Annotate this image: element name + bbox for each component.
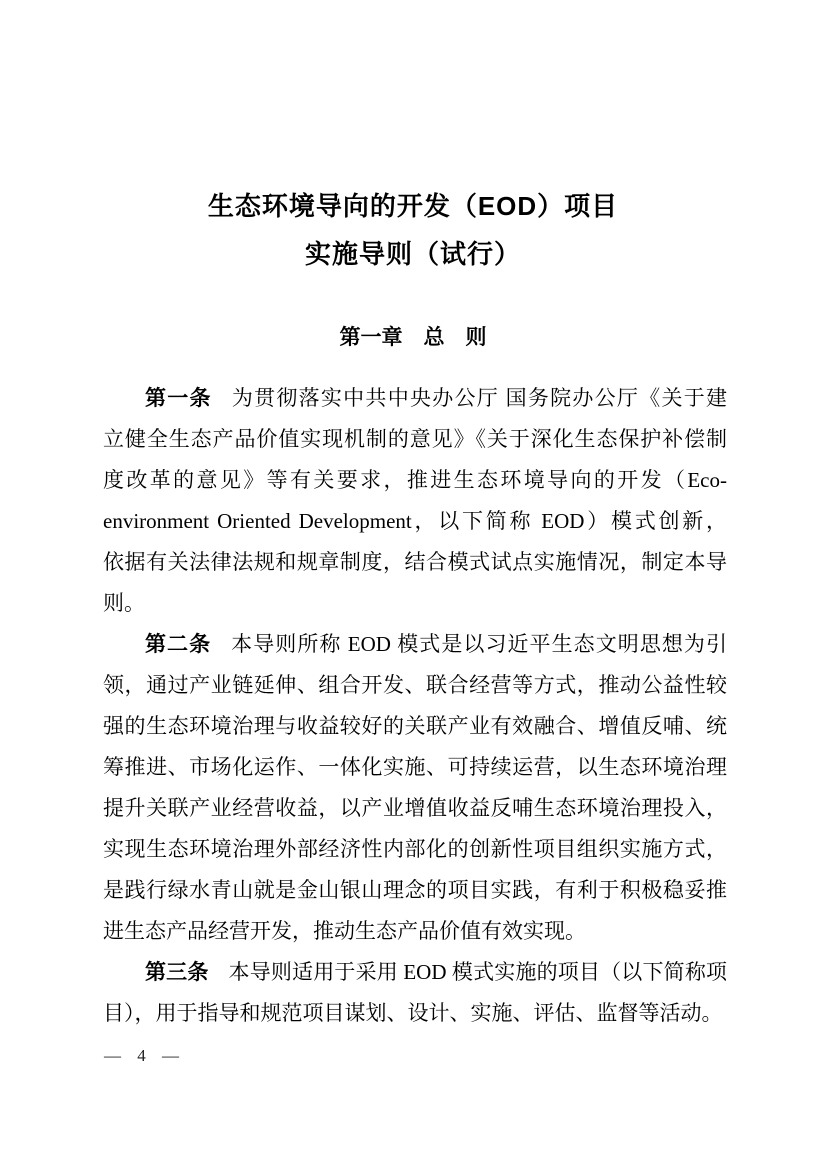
chapter-heading: 第一章 总 则 (339, 326, 487, 349)
body-line (103, 952, 727, 993)
body-line: 是践行绿水青山就是金山银山理念的项目实践，有利于积极稳妥推 (103, 878, 727, 902)
body-line: environment Oriented Development，以下简称 EOD）模式创新， (103, 509, 727, 533)
body-line: 筹推进、市场化运作、一体化实施、可持续运营，以生态环境治理 (103, 755, 727, 779)
body-line: 立健全生态产品价值实现机制的意见》《关于深化生态保护补偿制 (103, 427, 727, 451)
article-label: 第三条 (145, 961, 209, 984)
body-line: 目），用于指导和规范项目谋划、设计、实施、评估、监督等活动。 (103, 1001, 723, 1025)
document-title-line2: 实施导则（试行） (304, 239, 521, 269)
line-text: 为贯彻落实中共中央办公厅 国务院办公厅《关于建 (231, 386, 728, 410)
document-body (103, 378, 727, 1034)
body-line: 提升关联产业经营收益，以产业增值收益反哺生态环境治理投入， (103, 796, 727, 820)
body-line (103, 378, 727, 419)
page-number: — 4 — (104, 1046, 181, 1065)
body-line: 实现生态环境治理外部经济性内部化的创新性项目组织实施方式， (103, 837, 727, 861)
article-label: 第一条 (145, 387, 212, 410)
body-line: 强的生态环境治理与收益较好的关联产业有效融合、增值反哺、统 (103, 714, 727, 738)
article-label: 第二条 (145, 633, 212, 656)
body-line: 度改革的意见》等有关要求，推进生态环境导向的开发（Eco- (103, 468, 727, 492)
body-line: 进生态产品经营开发，推动生态产品价值有效实现。 (103, 919, 586, 943)
line-text: 本导则所称 EOD 模式是以习近平生态文明思想为引 (231, 632, 727, 656)
body-line: 依据有关法律法规和规章制度，结合模式试点实施情况，制定本导 (103, 550, 727, 574)
body-line: 领，通过产业链延伸、组合开发、联合经营等方式，推动公益性较 (103, 673, 727, 697)
body-line: 则。 (103, 591, 145, 615)
body-line (103, 624, 727, 665)
document-title-line1: 生态环境导向的开发（EOD）项目 (207, 191, 619, 221)
line-text: 本导则适用于采用 EOD 模式实施的项目（以下简称项 (228, 960, 727, 984)
